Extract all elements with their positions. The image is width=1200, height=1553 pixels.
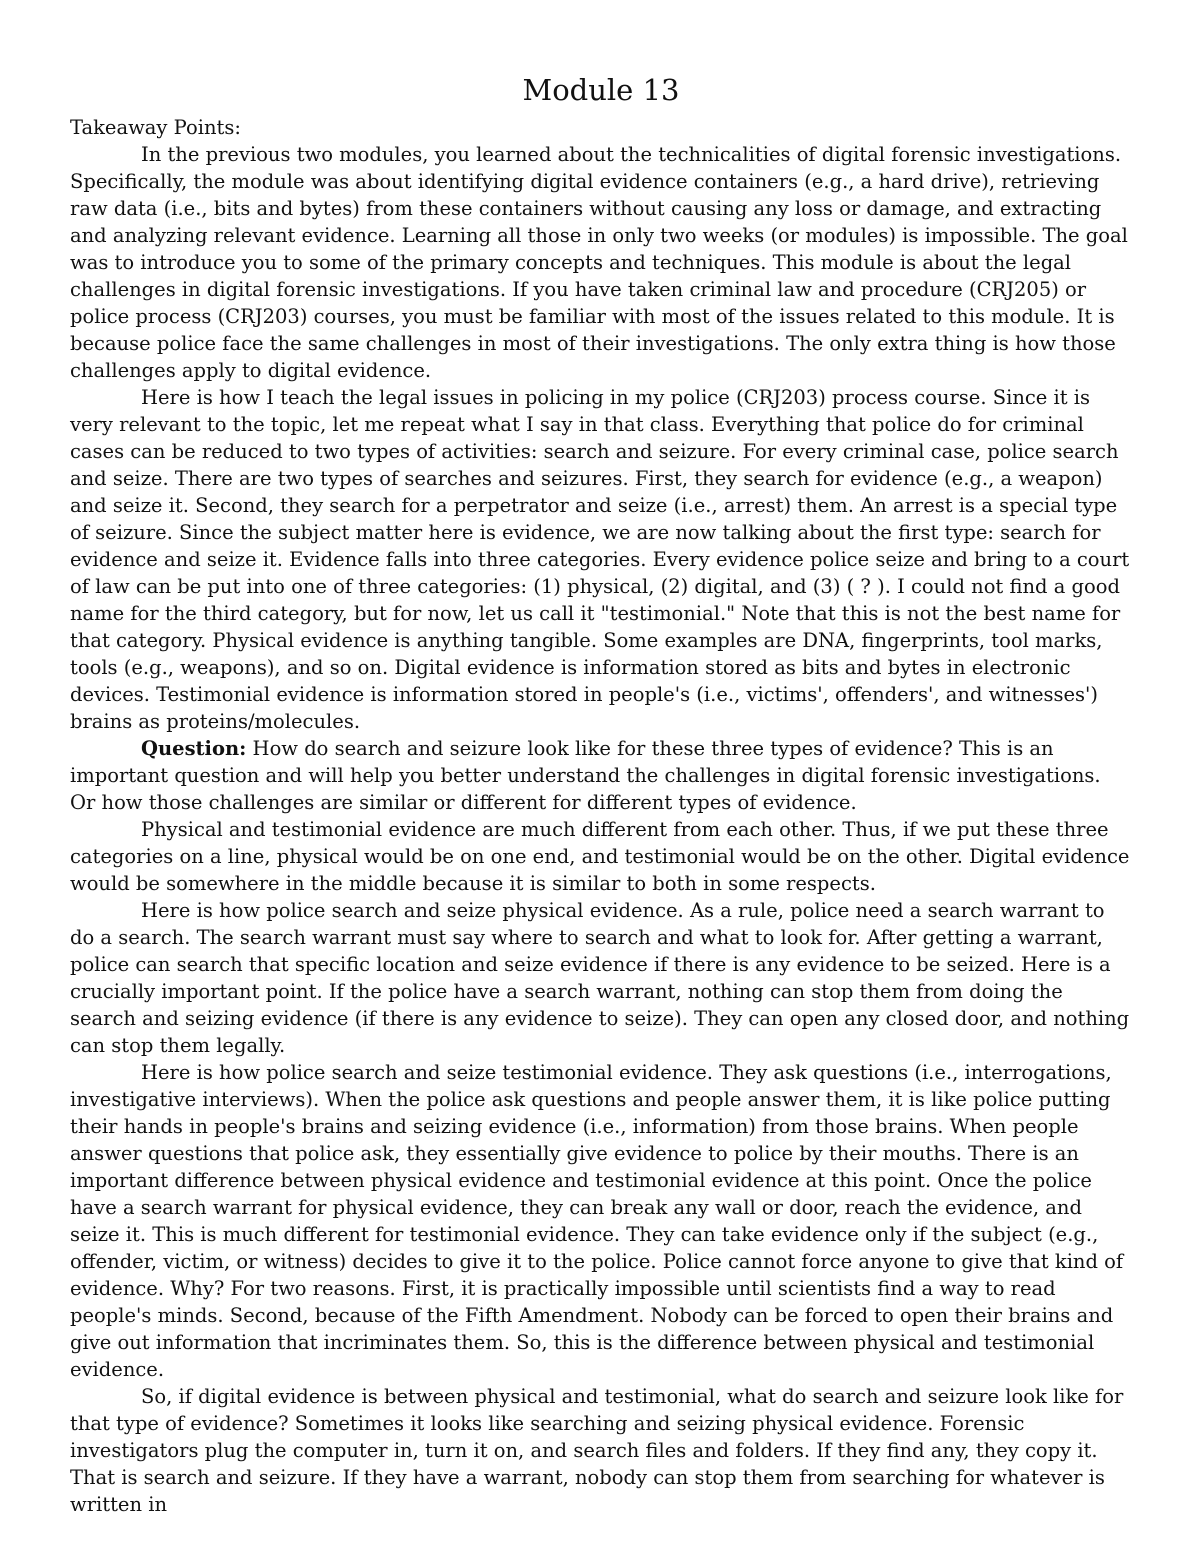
paragraph-1 xyxy=(70,141,1132,384)
paragraph-text: How do search and seizure look like for these three types of evidence? This is an important question and will help you better understand the challenges in digital forensic investigations. Or how those challenges are similar or different for different types of evidence. xyxy=(70,737,1101,814)
paragraph-4 xyxy=(70,816,1132,897)
paragraph-7 xyxy=(70,1383,1132,1518)
paragraph-text: Here is how police search and seize testimonial evidence. They ask questions (i.e., interrogations, investigative interviews). When the police ask questions and people answer them, it is like police putting their hands in people's brains and seizing evidence (i.e., information) from those brains. When people answer questions that police ask, they essentially give evidence to police by their mouths. There is an important difference between physical evidence and testimonial evidence at this point. Once the police have a search warrant for physical evidence, they can break any wall or door, reach the evidence, and seize it. This is much different for testimonial evidence. They can take evidence only if the subject (e.g., offender, victim, or witness) decides to give it to the police. Police cannot force anyone to give that kind of evidence. Why? For two reasons. First, it is practically impossible until scientists find a way to read people's minds. Second, because of the Fifth Amendment. Nobody can be forced to open their brains and give out information that incriminates them. So, this is the difference between physical and testimonial evidence. xyxy=(70,1061,1124,1381)
paragraph-text: So, if digital evidence is between physical and testimonial, what do search and seizure look like for that type of evidence? Sometimes it looks like searching and seizing physical evidence. Forensic investigators plug the computer in, turn it on, and search files and folders. If they find any, they copy it. That is search and seizure. If they have a warrant, nobody can stop them from searching for whatever is written in xyxy=(70,1385,1124,1516)
paragraph-6 xyxy=(70,1059,1132,1383)
question-label: Question: xyxy=(141,737,247,760)
paragraph-text: Here is how I teach the legal issues in policing in my police (CRJ203) process course. Since it is very relevant to the topic, let me repeat what I say in that class. Everything that police do for criminal cases can be reduced to two types of activities: search and seizure. For every criminal case, police search and seize. There are two types of searches and seizures. First, they search for evidence (e.g., a weapon) and seize it. Second, they search for a perpetrator and seize (i.e., arrest) them. An arrest is a special type of seizure. Since the subject matter here is evidence, we are now talking about the first type: search for evidence and seize it. Evidence falls into three categories. Every evidence police seize and bring to a court of law can be put into one of three categories: (1) physical, (2) digital, and (3) ( ? ). I could not find a good name for the third category, but for now, let us call it "testimonial." Note that this is not the best name for that category. Physical evidence is anything tangible. Some examples are DNA, fingerprints, tool marks, tools (e.g., weapons), and so on. Digital evidence is information stored as bits and bytes in electronic devices. Testimonial evidence is information stored in people's (i.e., victims', offenders', and witnesses') brains as proteins/molecules. xyxy=(70,386,1130,733)
paragraph-text: Physical and testimonial evidence are much different from each other. Thus, if we put these three categories on a line, physical would be on one end, and testimonial would be on the other. Digital evidence would be somewhere in the middle because it is similar to both in some respects. xyxy=(70,818,1130,895)
paragraph-2 xyxy=(70,384,1132,735)
takeaway-heading: Takeaway Points: xyxy=(70,116,241,139)
paragraph-3 xyxy=(70,735,1132,816)
paragraph-5 xyxy=(70,897,1132,1059)
document-page xyxy=(70,72,1132,1518)
document-title: Module 13 xyxy=(522,73,680,107)
paragraph-text: Here is how police search and seize physical evidence. As a rule, police need a search warrant to do a search. The search warrant must say where to search and what to look for. After getting a warrant, police can search that specific location and seize evidence if there is any evidence to be seized. Here is a crucially important point. If the police have a search warrant, nothing can stop them from doing the search and seizing evidence (if there is any evidence to seize). They can open any closed door, and nothing can stop them legally. xyxy=(70,899,1130,1057)
paragraph-text: In the previous two modules, you learned about the technicalities of digital forensic investigations. Specifically, the module was about identifying digital evidence containers (e.g., a hard drive), retrieving raw data (i.e., bits and bytes) from these containers without causing any loss or damage, and extracting and analyzing relevant evidence. Learning all those in only two weeks (or modules) is impossible. The goal was to introduce you to some of the primary concepts and techniques. This module is about the legal challenges in digital forensic investigations. If you have taken criminal law and procedure (CRJ205) or police process (CRJ203) courses, you must be familiar with most of the issues related to this module. It is because police face the same challenges in most of their investigations. The only extra thing is how those challenges apply to digital evidence. xyxy=(70,143,1128,382)
